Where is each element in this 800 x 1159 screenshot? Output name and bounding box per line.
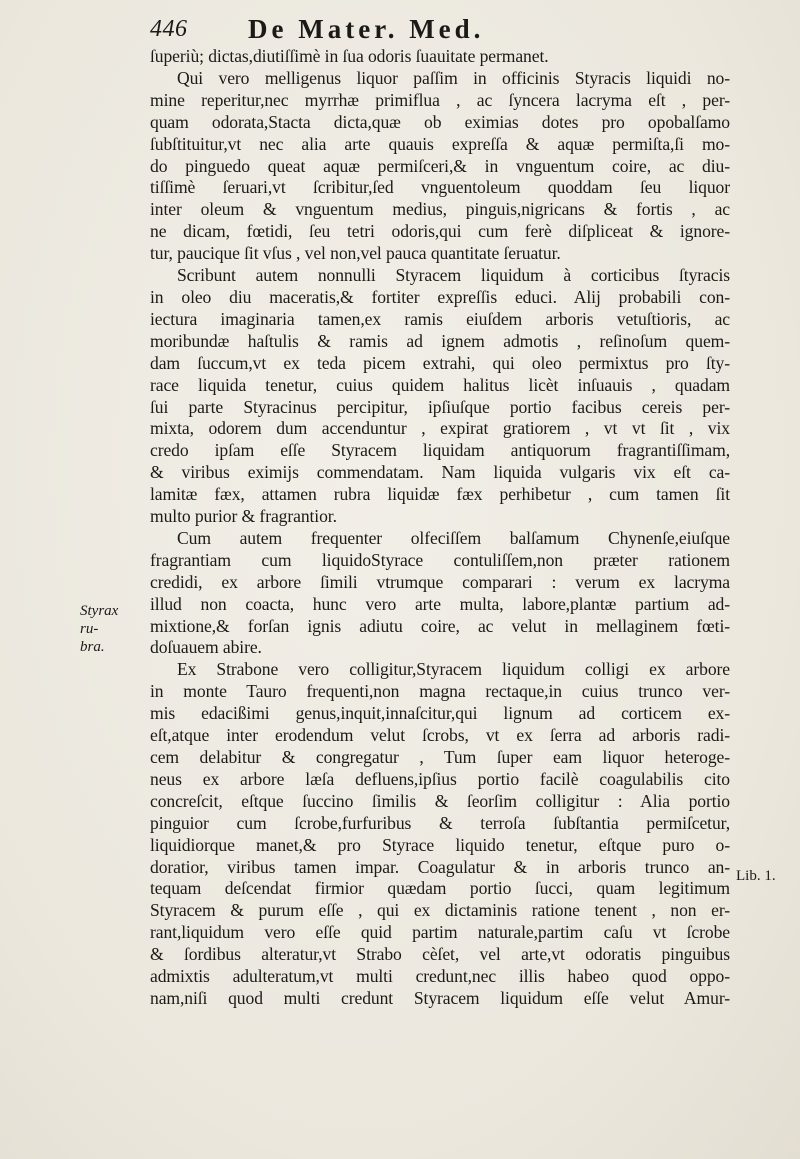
text-line: mine reperitur,nec myrrhæ primiflua , ac ſyncera lacryma eſt , per- bbox=[150, 89, 730, 110]
text-line: Scribunt autem nonnulli Styracem liquidum à corticibus ſtyracis bbox=[177, 265, 730, 286]
text-line: inter oleum & vnguentum medius, pinguis,nigricans & fortis , ac bbox=[150, 199, 730, 220]
text-line: credidi, ex arbore ſimili vtrumque comparari : verum ex lacryma bbox=[150, 571, 730, 592]
text-line: tiſſimè ſeruari,vt ſcribitur,ſed vnguentoleum quoddam ſeu liquor bbox=[150, 177, 730, 198]
text-line: & viribus eximijs commendatam. Nam liquida vulgaris vix eſt ca- bbox=[150, 462, 730, 483]
text-line: rant,liquidum vero eſſe quid partim naturale,partim caſu vt ſcrobe bbox=[150, 922, 730, 943]
text-line: mis edacißimi genus,inquit,innaſcitur,qui lignum ad corticem ex- bbox=[150, 703, 730, 724]
text-line: neus ex arbore læſa defluens,ipſius portio facilè coagulabilis cito bbox=[150, 768, 730, 789]
text-line: iectura imaginaria tamen,ex ramis eiuſdem arboris vetuſtioris, ac bbox=[150, 308, 730, 329]
margin-note-line: Styrax ru- bbox=[80, 603, 119, 637]
text-line: mixta, odorem dum accenduntur , expirat gratiorem , vt vt ſit , vix bbox=[150, 418, 730, 439]
text-line: cem delabitur & congregatur , Tum ſuper eam liquor heteroge- bbox=[150, 747, 730, 767]
text-line: ſui parte Styracinus percipitur, ipſiuſque portio facibus cereis per- bbox=[150, 396, 730, 417]
text-line: dam ſuccum,vt ex teda picem extrahi, qui oleo permixtus pro ſty- bbox=[150, 352, 730, 373]
text-line: admixtis adulteratum,vt multi credunt,nec illis habeo quod oppo- bbox=[150, 966, 730, 987]
body-text bbox=[150, 46, 730, 1010]
text-line: Styracem & purum eſſe , qui ex dictaminis ratione tenent , non er- bbox=[150, 900, 730, 921]
text-line: & ſordibus alteratur,vt Strabo cèſet, vel arte,vt odoratis pinguibus bbox=[150, 944, 730, 965]
text-line: do pinguedo queat aquæ permiſceri,& in vnguentum coire, ac diu- bbox=[150, 155, 730, 176]
margin-note-line: bra. bbox=[80, 639, 105, 655]
page-number: 446 bbox=[150, 16, 188, 42]
text-line: mixtione,& forſan ignis adiutu coire, ac velut in mellaginem fœti- bbox=[150, 615, 730, 636]
text-line: doratior, viribus tamen impar. Coagulatur & in arboris trunco an- bbox=[150, 856, 730, 877]
text-line: fragrantiam cum liquidoStyrace contuliſſem,non præter rationem bbox=[150, 549, 730, 570]
text-line: tequam deſcendat firmior quædam portio ſucci, quam legitimum bbox=[150, 878, 730, 899]
text-line: credo ipſam eſſe Styracem liquidam antiquorum fragrantiſſimam, bbox=[150, 440, 730, 461]
text-line: multo purior & fragrantior. bbox=[150, 506, 337, 527]
text-line: illud non coacta, hunc vero arte multa, labore,plantæ partium ad- bbox=[150, 593, 730, 614]
text-line: moribundæ haſtulis & ramis ad ignem admotis , reſinoſum quem- bbox=[150, 330, 730, 351]
text-line: in monte Tauro frequenti,non magna rectaque,in cuius trunco ver- bbox=[150, 681, 730, 702]
text-line: doſuauem abire. bbox=[150, 637, 262, 658]
text-line: ne dicam, fœtidi, ſeu tetri odoris,qui cum ferè diſpliceat & ignore- bbox=[150, 221, 730, 242]
margin-note-styrax bbox=[80, 602, 140, 656]
text-line: nam,niſi quod multi credunt Styracem liquidum eſſe velut Amur- bbox=[150, 987, 730, 1008]
text-line: quam odorata,Stacta dicta,quæ ob eximias dotes pro opobalſamo bbox=[150, 111, 730, 132]
text-line: Qui vero melligenus liquor paſſim in officinis Styracis liquidi no- bbox=[177, 67, 730, 88]
page-header bbox=[150, 14, 730, 42]
margin-note-reference: Lib. 1. bbox=[736, 868, 776, 884]
text-line: Ex Strabone vero colligitur,Styracem liquidum colligi ex arbore bbox=[177, 659, 730, 680]
text-line: ſuperiù; dictas,diutiſſimè in ſua odoris ſuauitate permanet. bbox=[150, 46, 549, 66]
text-line: lamitæ fæx, attamen rubra liquidæ fæx perhibetur , cum tamen ſit bbox=[150, 484, 730, 505]
text-line: race liquida tenetur, cuius quidem halitus licèt inſuauis , quadam bbox=[150, 374, 730, 395]
text-line: in oleo diu maceratis,& fortiter expreſſis educi. Alij probabili con- bbox=[150, 286, 730, 307]
text-line: ſubſtituitur,vt nec alia arte quauis expreſſa & aquæ permiſta,ſi mo- bbox=[150, 133, 730, 154]
text-line: tur, paucique ſit vſus , vel non,vel pauca quantitate ſeruatur. bbox=[150, 243, 561, 264]
text-line: pinguior cum ſcrobe,furfuribus & terroſa ſubſtantia permiſcetur, bbox=[150, 812, 730, 833]
text-line: concreſcit, eſtque ſuccino ſimilis & ſeorſim colligitur : Alia portio bbox=[150, 790, 730, 811]
text-line: Cum autem frequenter olfeciſſem balſamum Chynenſe,eiuſque bbox=[177, 527, 730, 548]
text-line: eſt,atque inter erodendum velut ſcrobs, vt ex ſerra ad arboris radi- bbox=[150, 725, 730, 746]
running-head: De Mater. Med. bbox=[248, 14, 485, 44]
text-line: liquidiorque manet,& pro Styrace liquido tenetur, eſtque puro o- bbox=[150, 834, 730, 855]
